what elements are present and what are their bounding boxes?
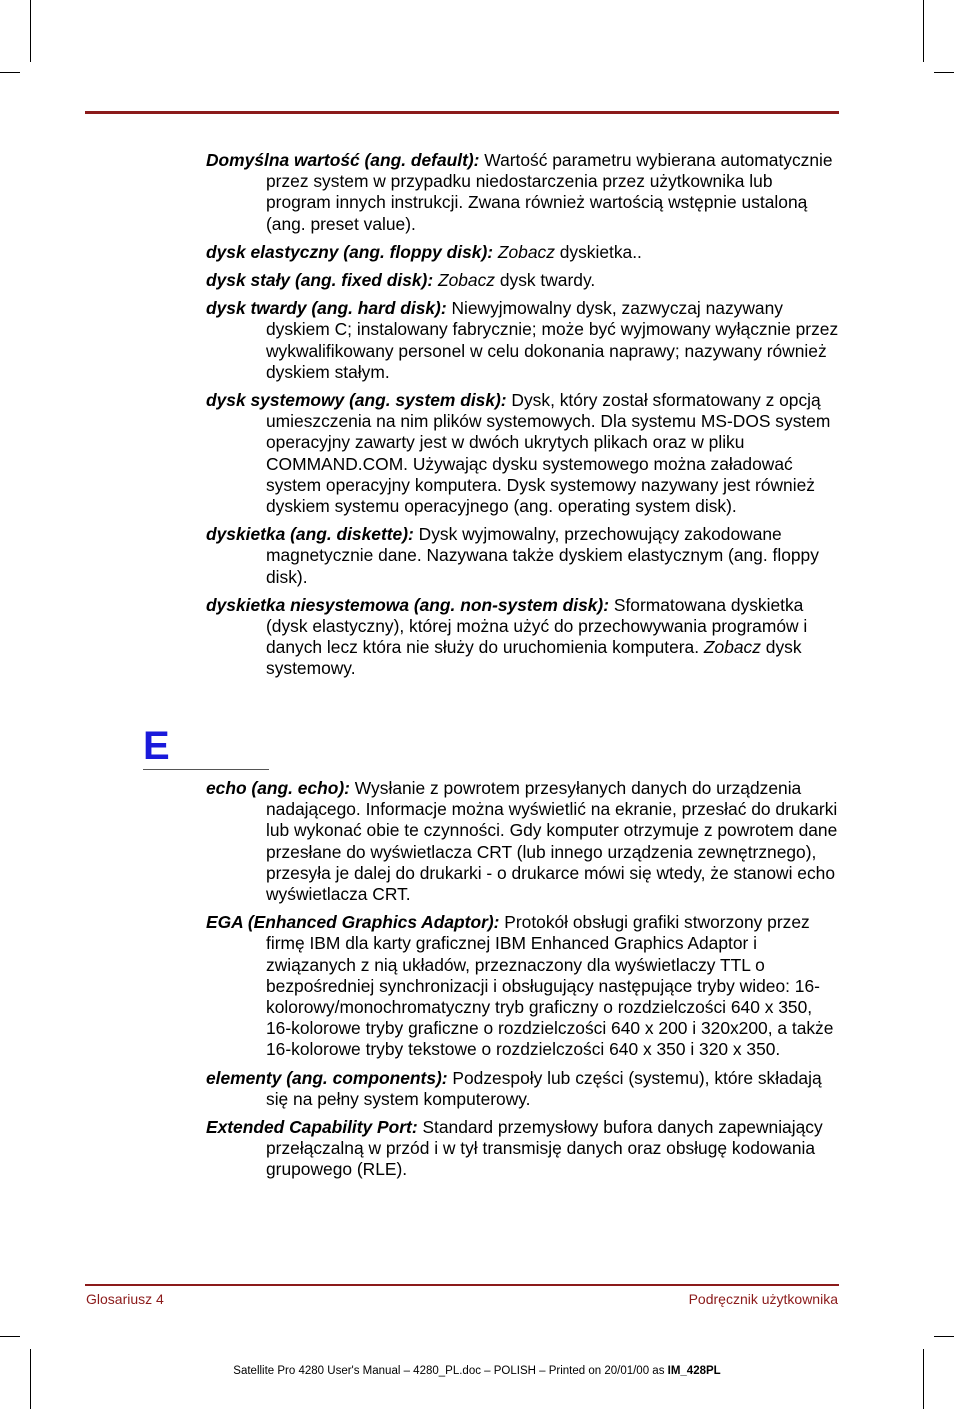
glossary-entry bbox=[85, 912, 839, 1060]
see-reference: Zobacz bbox=[703, 637, 761, 658]
see-reference: Zobacz bbox=[437, 270, 495, 291]
crop-mark bbox=[923, 1349, 924, 1409]
glossary-definition: Niewyjmowalny dysk, zazwyczaj nazywany dyskiem C; instalowany fabrycznie; może być wyjmowany wyłącznie przez wykwalifikowany personel w celu dokonania naprawy; nazywany również dyskiem stałym. bbox=[266, 298, 839, 382]
crop-mark bbox=[923, 0, 924, 62]
glossary-term: Extended Capability Port: bbox=[206, 1117, 418, 1138]
glossary-entry bbox=[85, 270, 839, 291]
glossary-definition: dysk twardy. bbox=[495, 270, 596, 291]
glossary-term: elementy (ang. components): bbox=[206, 1067, 448, 1088]
glossary-term: dysk systemowy (ang. system disk): bbox=[206, 390, 507, 411]
glossary-term: EGA (Enhanced Graphics Adaptor): bbox=[206, 912, 500, 933]
glossary-definition: dyskietka.. bbox=[554, 241, 642, 262]
crop-mark bbox=[30, 1349, 31, 1409]
print-info-text: Satellite Pro 4280 User's Manual – 4280_PL.doc – POLISH – Printed on 20/01/00 as bbox=[233, 1365, 668, 1377]
glossary-entry bbox=[85, 1068, 839, 1110]
glossary-definition: Sformatowana dyskietka (dysk elastyczny), której można użyć do przechowywania programów i danych lecz która nie służy do uruchomienia komputera. bbox=[266, 594, 808, 658]
crop-mark bbox=[934, 1336, 954, 1337]
footer-rule bbox=[85, 1284, 839, 1286]
header-rule bbox=[85, 111, 839, 114]
glossary-entry bbox=[85, 1117, 839, 1181]
crop-mark bbox=[934, 72, 954, 73]
section-letter-rule bbox=[143, 769, 269, 770]
see-reference: Zobacz bbox=[497, 241, 555, 262]
glossary-entry bbox=[85, 778, 839, 905]
glossary-term: dyskietka (ang. diskette): bbox=[206, 524, 414, 545]
glossary-definition: Dysk, który został sformatowany z opcją umieszczenia na nim plików systemowych. Dla systemu MS-DOS system operacyjny zawarty jest w dwóch ukrytych plikach oraz w pliku COMMAND.COM. Używając dysku systemowego można załadować system operacyjny komputera. Dysk systemowy nazywany jest również dyskiem systemu operacyjnego (ang. operating system disk). bbox=[266, 390, 831, 517]
glossary-entry bbox=[85, 524, 839, 588]
glossary-term: dyskietka niesystemowa (ang. non-system disk): bbox=[206, 594, 610, 615]
glossary-definition: Dysk wyjmowalny, przechowujący zakodowane magnetycznie dane. Nazywana także dyskiem elastycznym (ang. floppy disk). bbox=[266, 524, 819, 587]
glossary-definition: Podzespoły lub części (systemu), które składają się na pełny system komputerowy. bbox=[266, 1067, 822, 1109]
section-letter: E bbox=[143, 724, 170, 768]
glossary-section-e bbox=[85, 778, 839, 1181]
glossary-definition: Standard przemysłowy bufora danych zapewniający przełączalną w przód i w tył transmisję danych oraz obsługę kodowania grupowego (RLE). bbox=[266, 1117, 823, 1180]
glossary-term: dysk stały (ang. fixed disk): bbox=[206, 270, 434, 291]
glossary-definition: Wysłanie z powrotem przesyłanych danych do urządzenia nadającego. Informacje można wyświetlić na ekranie, przesłać do drukarki lub wykonać obie te czynności. Gdy komputer otrzymuje z powrotem dane przesłane do wyświetlacza CRT (lub innego urządzenia zewnętrznego), przesyła je dalej do drukarki - o drukarce mówi się wtedy, że stanowi echo wyświetlacza CRT. bbox=[266, 778, 838, 905]
print-info bbox=[0, 1365, 954, 1377]
glossary-term: Domyślna wartość (ang. default): bbox=[206, 150, 480, 170]
glossary-entry bbox=[85, 298, 839, 383]
glossary-definition-tail: dysk systemowy. bbox=[266, 637, 802, 679]
glossary-entry bbox=[85, 390, 839, 517]
glossary-entry bbox=[85, 595, 839, 680]
glossary-definition: Wartość parametru wybierana automatycznie przez system w przypadku niedostarczenia przez użytkownika lub program innych instrukcji. Zwana również wartością wstępnie ustaloną (ang. preset value). bbox=[266, 150, 833, 234]
glossary-definition: Protokół obsługi grafiki stworzony przez firmę IBM dla karty graficznej IBM Enhanced Graphics Adaptor i związanych z nią układów, przeznaczony dla wyświetlaczy TTL o bezpośredniej synchronizacji i obsługujący następujące tryby wideo: 16-kolorowy/monochromatyczny tryb graficzny o rozdzielczości 640 x 350, 16-kolorowe tryby graficzne o rozdzielczości 640 x 200 i 320x200, a także 16-kolorowe tryby tekstowe o rozdzielczości 640 x 350 i 320 x 350. bbox=[266, 912, 834, 1060]
crop-mark bbox=[0, 1336, 20, 1337]
glossary-term: echo (ang. echo): bbox=[206, 778, 350, 798]
glossary-section-d bbox=[85, 150, 839, 680]
crop-mark bbox=[30, 0, 31, 62]
crop-mark bbox=[0, 72, 20, 73]
glossary-term: dysk elastyczny (ang. floppy disk): bbox=[206, 241, 494, 262]
footer-page-label: Glosariusz 4 bbox=[86, 1291, 164, 1307]
glossary-term: dysk twardy (ang. hard disk): bbox=[206, 298, 447, 319]
print-info-code: IM_428PL bbox=[667, 1365, 721, 1377]
glossary-entry bbox=[85, 242, 839, 263]
footer-manual-title: Podręcznik użytkownika bbox=[688, 1291, 838, 1307]
glossary-entry bbox=[85, 150, 839, 235]
